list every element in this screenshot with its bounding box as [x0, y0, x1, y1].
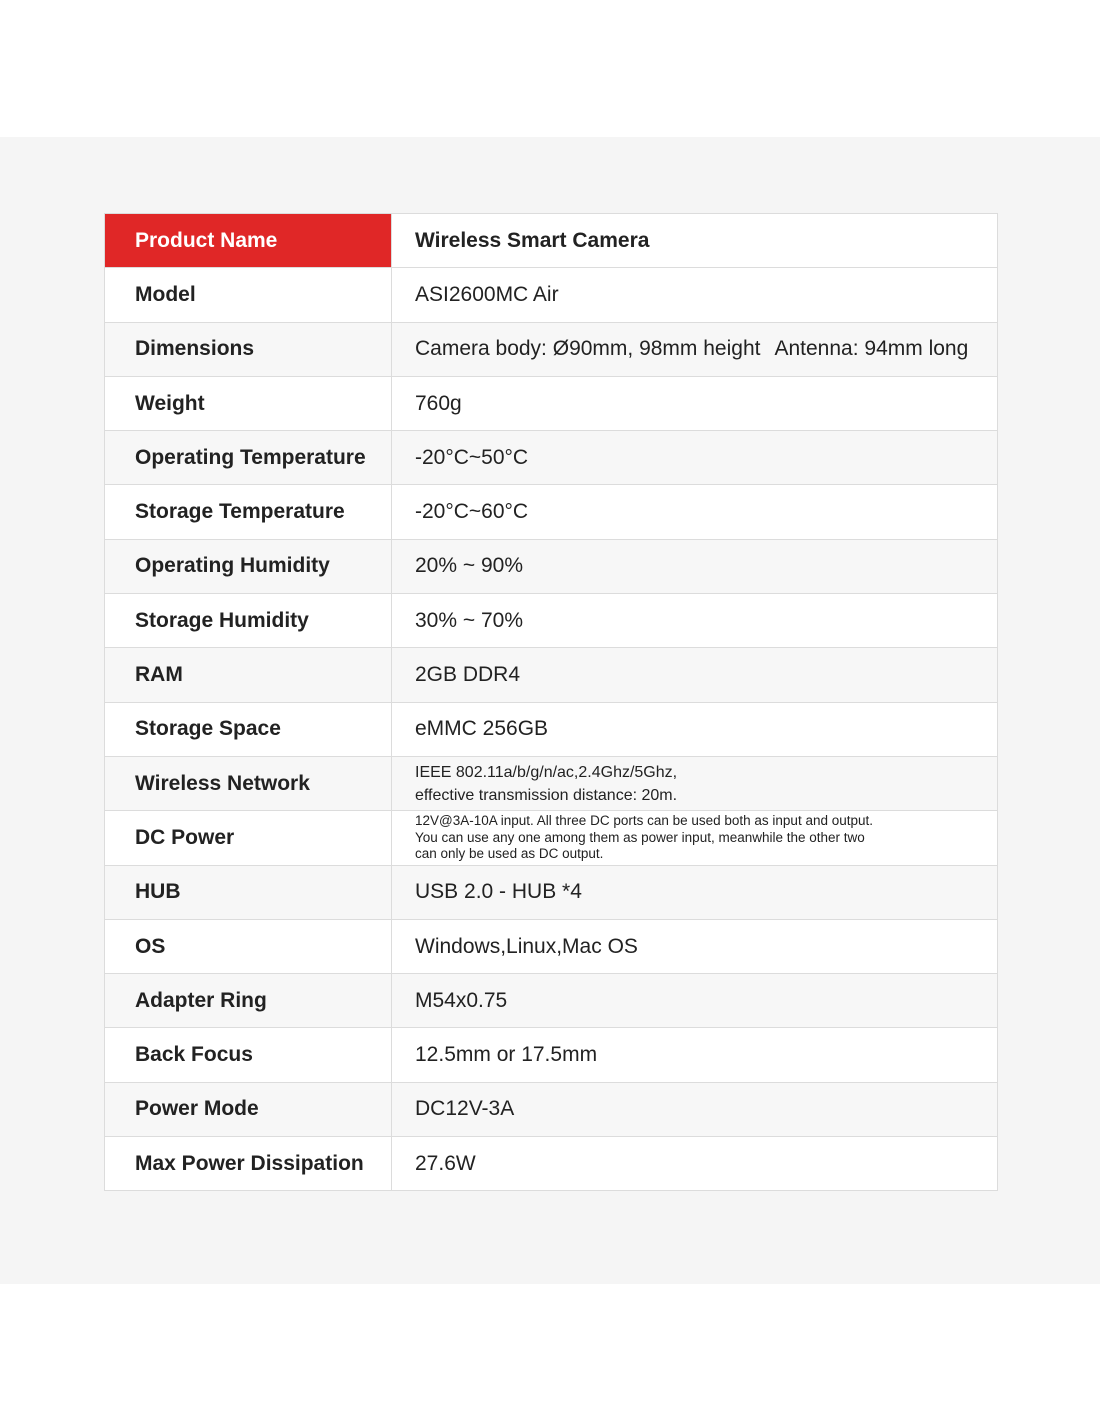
table-row-power-mode: [105, 1082, 998, 1136]
row-value: 12.5mm or 17.5mm: [392, 1028, 998, 1082]
row-label: Storage Space: [105, 702, 392, 756]
table-row-max-power-dissipation: [105, 1137, 998, 1191]
row-value: -20°C~50°C: [392, 431, 998, 485]
row-label: Operating Humidity: [105, 539, 392, 593]
row-label: Back Focus: [105, 1028, 392, 1082]
row-label: Storage Temperature: [105, 485, 392, 539]
row-value: [392, 756, 998, 810]
row-value: [392, 322, 998, 376]
dimensions-body: Camera body: Ø90mm, 98mm height: [415, 337, 761, 361]
table-row-wireless-network: [105, 756, 998, 810]
row-value: Windows,Linux,Mac OS: [392, 919, 998, 973]
dimensions-antenna: Antenna: 94mm long: [774, 337, 969, 361]
table-row-operating-temperature: [105, 431, 998, 485]
row-label: Product Name: [105, 214, 392, 268]
row-value: DC12V-3A: [392, 1082, 998, 1136]
row-label: Wireless Network: [105, 756, 392, 810]
value-line: You can use any one among them as power input, meanwhile the other two: [415, 829, 865, 845]
table-row-weight: [105, 376, 998, 430]
row-label: RAM: [105, 648, 392, 702]
row-value: 27.6W: [392, 1137, 998, 1191]
table-row-ram: [105, 648, 998, 702]
table-row-model: [105, 268, 998, 322]
row-value: eMMC 256GB: [392, 702, 998, 756]
value-line: effective transmission distance: 20m.: [415, 786, 678, 804]
row-label: Weight: [105, 376, 392, 430]
row-value: 30% ~ 70%: [392, 594, 998, 648]
table-row-adapter-ring: [105, 974, 998, 1028]
table-row-storage-space: [105, 702, 998, 756]
row-value: ASI2600MC Air: [392, 268, 998, 322]
table-row-os: [105, 919, 998, 973]
table-row-storage-temperature: [105, 485, 998, 539]
value-line: can only be used as DC output.: [415, 846, 604, 862]
row-label: OS: [105, 919, 392, 973]
row-label: Model: [105, 268, 392, 322]
row-label: Dimensions: [105, 322, 392, 376]
table-row-dc-power: [105, 811, 998, 865]
row-value: 760g: [392, 376, 998, 430]
table-row-hub: [105, 865, 998, 919]
row-value: M54x0.75: [392, 974, 998, 1028]
row-label: Storage Humidity: [105, 594, 392, 648]
table-row-storage-humidity: [105, 594, 998, 648]
row-label: HUB: [105, 865, 392, 919]
spec-table: [104, 213, 998, 1191]
row-label: Max Power Dissipation: [105, 1137, 392, 1191]
value-line: 12V@3A-10A input. All three DC ports can be used both as input and output.: [415, 813, 874, 829]
row-label: Operating Temperature: [105, 431, 392, 485]
row-label: Adapter Ring: [105, 974, 392, 1028]
value-line: IEEE 802.11a/b/g/n/ac,2.4Ghz/5Ghz,: [415, 763, 678, 781]
row-label: Power Mode: [105, 1082, 392, 1136]
row-value: [392, 811, 998, 865]
row-value: Wireless Smart Camera: [392, 214, 998, 268]
row-value: -20°C~60°C: [392, 485, 998, 539]
row-value: USB 2.0 - HUB *4: [392, 865, 998, 919]
table-row-product-name: [105, 214, 998, 268]
table-row-dimensions: [105, 322, 998, 376]
table-row-back-focus: [105, 1028, 998, 1082]
row-label: DC Power: [105, 811, 392, 865]
row-value: 20% ~ 90%: [392, 539, 998, 593]
table-row-operating-humidity: [105, 539, 998, 593]
row-value: 2GB DDR4: [392, 648, 998, 702]
